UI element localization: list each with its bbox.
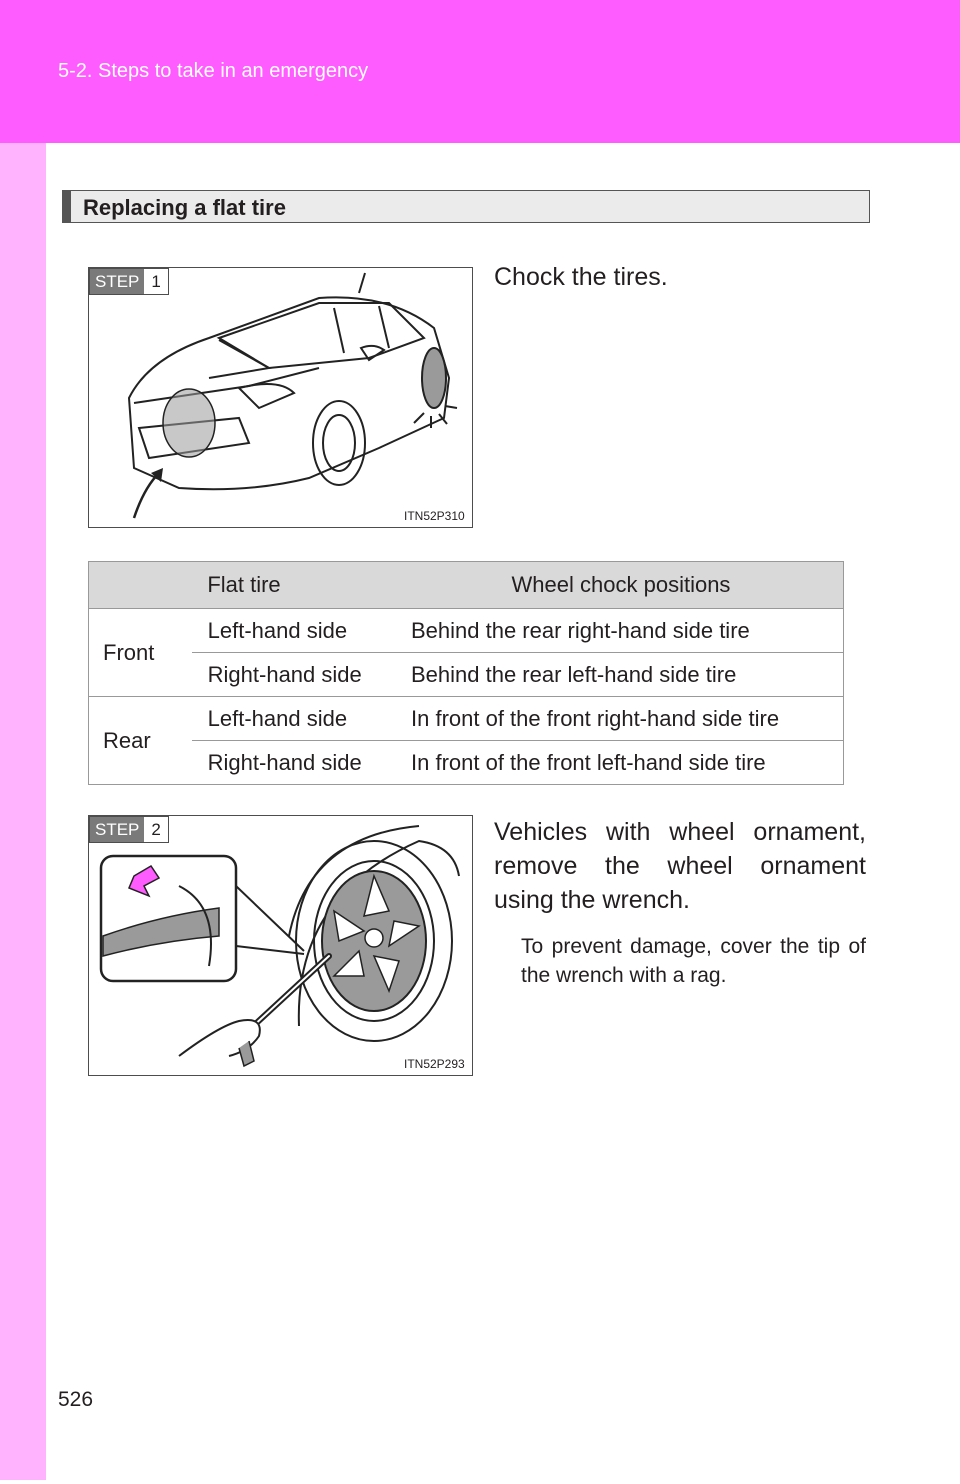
table-cell-side: Left-hand side xyxy=(192,697,399,741)
wheel-chock-table xyxy=(88,561,844,785)
car-chocked-illustration xyxy=(89,268,473,528)
table-row xyxy=(89,653,844,697)
section-title-box xyxy=(62,190,870,223)
step2-badge-label: STEP xyxy=(90,817,144,842)
section-title: Replacing a flat tire xyxy=(83,195,286,220)
step1-figure-code: ITN52P310 xyxy=(404,509,465,523)
step2-badge-number: 2 xyxy=(151,820,161,839)
table-header-flat-tire: Flat tire xyxy=(89,562,400,609)
step1-figure xyxy=(88,267,473,528)
section-title-bar xyxy=(63,191,71,222)
table-row xyxy=(89,609,844,653)
page-number: 526 xyxy=(58,1388,94,1411)
table-cell-position: In front of the front right-hand side tire xyxy=(399,697,844,741)
step2-figure xyxy=(88,815,473,1076)
step1-badge-number: 1 xyxy=(151,272,161,291)
table-cell-position: Behind the rear right-hand side tire xyxy=(399,609,844,653)
section-breadcrumb: 5-2. Steps to take in an emergency xyxy=(58,60,369,82)
side-band xyxy=(0,143,46,1480)
step2-instruction: Vehicles with wheel ornament, remove the wheel ornament using the wrench. xyxy=(494,818,866,914)
table-group-rear: Rear xyxy=(89,697,192,785)
table-cell-position: Behind the rear left-hand side tire xyxy=(399,653,844,697)
table-row xyxy=(89,697,844,741)
table-cell-side: Right-hand side xyxy=(192,741,399,785)
wheel-ornament-illustration xyxy=(89,816,473,1076)
step1-instruction: Chock the tires. xyxy=(494,263,668,291)
table-row xyxy=(89,741,844,785)
table-header-chock-positions: Wheel chock positions xyxy=(399,562,844,609)
step2-note: To prevent damage, cover the tip of the wrench with a rag. xyxy=(521,935,866,987)
table-group-front: Front xyxy=(89,609,192,697)
step1-badge-label: STEP xyxy=(90,269,144,294)
table-cell-position: In front of the front left-hand side tire xyxy=(399,741,844,785)
table-header-row xyxy=(89,562,844,609)
table-cell-side: Right-hand side xyxy=(192,653,399,697)
step2-figure-code: ITN52P293 xyxy=(404,1057,465,1071)
table-cell-side: Left-hand side xyxy=(192,609,399,653)
